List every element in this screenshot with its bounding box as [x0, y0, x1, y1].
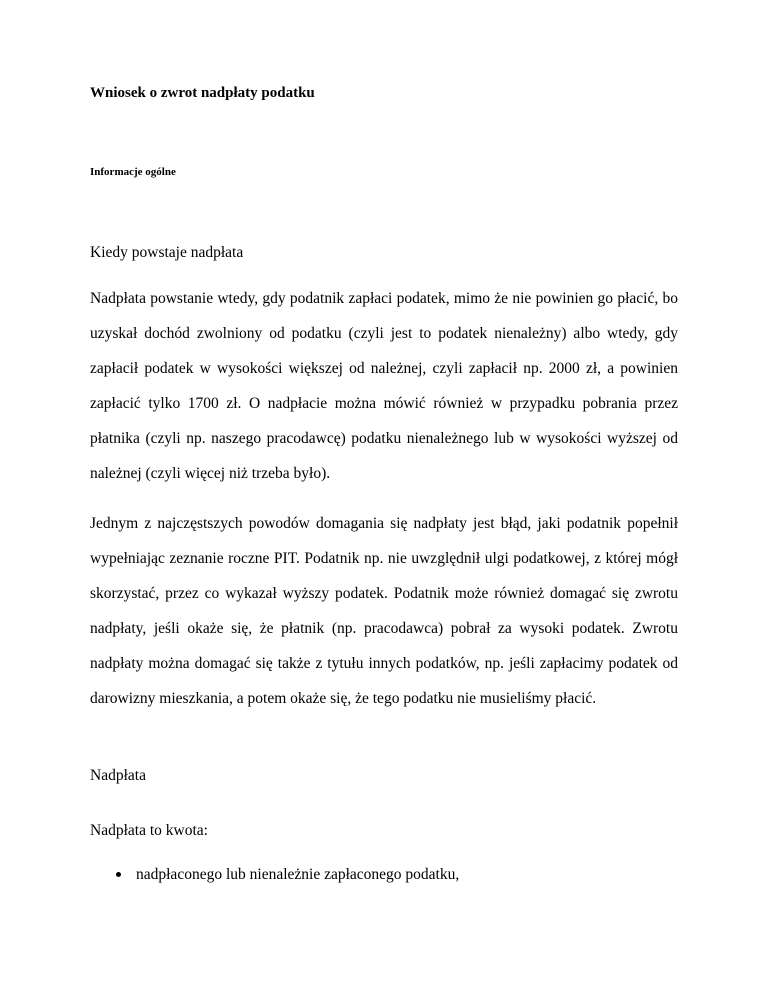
text-line: skorzystać, przez co wykazał wyższy podatek. Podatnik może również domagać się zwrotu [90, 585, 678, 602]
text-line: Nadpłata powstanie wtedy, gdy podatnik zapłaci podatek, mimo że nie powinien go płacić, bo [90, 290, 678, 307]
list-item-text: nadpłaconego lub nienależnie zapłaconego podatku, [136, 866, 460, 883]
paragraph-overpayment-definition [90, 289, 680, 483]
heading-overpayment: Nadpłata [90, 767, 146, 784]
text-line: zapłacił podatek w wysokości większej od należnej, czyli zapłacił np. 2000 zł, a powinien [90, 360, 678, 377]
list-item [90, 865, 459, 884]
text-line: Nadpłata to kwota: [90, 822, 208, 839]
heading-when-overpayment-arises: Kiedy powstaje nadpłata [90, 244, 244, 261]
text-line: nadpłaty można domagać się także z tytułu innych podatków, np. jeśli zapłacimy podatek od [90, 655, 678, 672]
text-line: zapłacić tylko 1700 zł. O nadpłacie można mówić również w przypadku pobrania przez [90, 395, 678, 412]
text-line: wypełniając zeznanie roczne PIT. Podatnik np. nie uwzględnił ulgi podatkowej, z której mógł [90, 550, 678, 567]
text-line: należnej (czyli więcej niż trzeba było). [90, 465, 331, 482]
text-line: nadpłaty, jeśli okaże się, że płatnik (np. pracodawca) pobrał za wysoki podatek. Zwrotu [90, 620, 678, 637]
bullet-icon [116, 872, 121, 877]
text-line: płatnika (czyli np. naszego pracodawcę) podatku nienależnego lub w wysokości wyższej od [90, 430, 678, 447]
text-line: darowizny mieszkania, a potem okaże się, że tego podatku nie musieliśmy płacić. [90, 690, 597, 707]
section-label-general-info: Informacje ogólne [90, 166, 176, 178]
document-title: Wniosek o zwrot nadpłaty podatku [90, 85, 315, 101]
text-line: uzyskał dochód zwolniony od podatku (czyli jest to podatek nienależny) albo wtedy, gdy [90, 325, 678, 342]
paragraph-common-reasons [90, 514, 680, 708]
overpayment-bullet-list [90, 865, 459, 884]
paragraph-overpayment-is-amount [90, 821, 680, 840]
text-line: Jednym z najczęstszych powodów domagania się nadpłaty jest błąd, jaki podatnik popełnił [90, 515, 678, 532]
